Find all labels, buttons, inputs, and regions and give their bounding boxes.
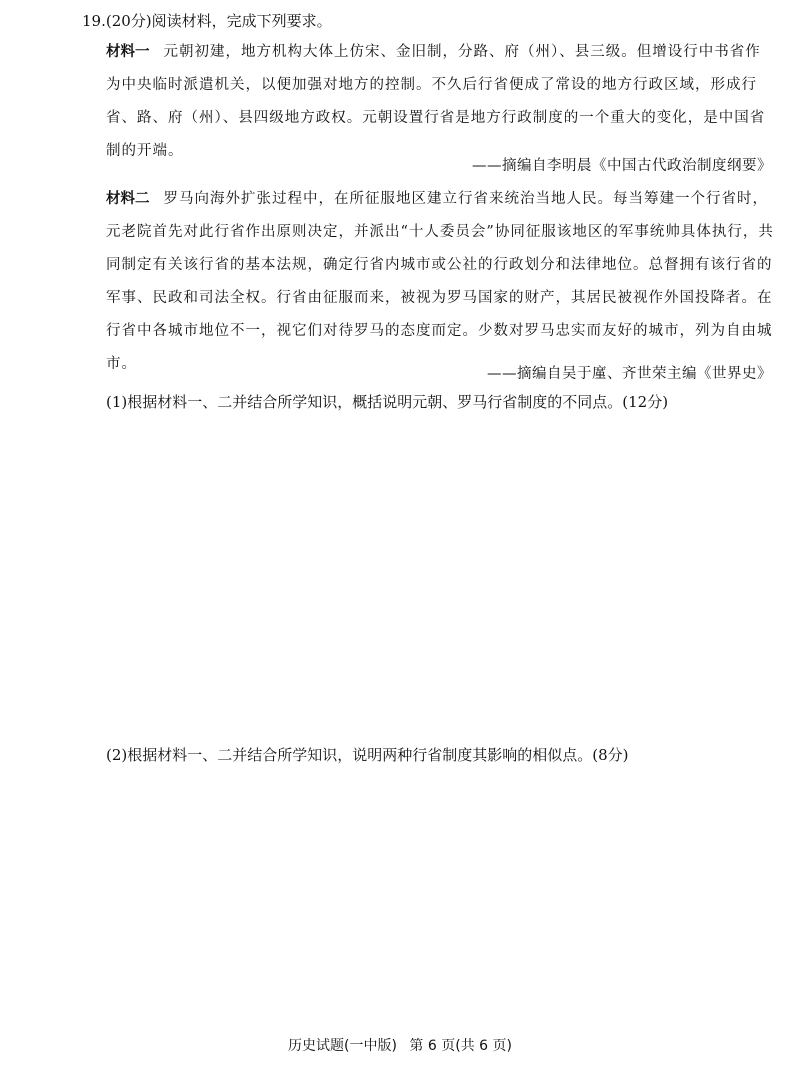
- material-two: [106, 183, 774, 381]
- page-footer: [0, 1036, 800, 1056]
- question-header: [82, 10, 332, 32]
- question-score: (20分): [105, 12, 152, 30]
- material-two-paragraph: [106, 183, 774, 381]
- answer-area-1[interactable]: [106, 420, 774, 730]
- material-two-label: 材料二: [106, 191, 150, 207]
- sub-question-1: (1)根据材料一、二并结合所学知识，概括说明元朝、罗马行省制度的不同点。(12分): [106, 393, 669, 411]
- footer-subject: 历史试题(一中版): [288, 1038, 397, 1054]
- answer-area-2[interactable]: [106, 772, 774, 1022]
- question-instruction: 阅读材料，完成下列要求。: [151, 12, 332, 30]
- sub-question-2: (2)根据材料一、二并结合所学知识，说明两种行省制度其影响的相似点。(8分): [106, 746, 629, 764]
- material-two-source: ——摘编自吴于廑、齐世荣主编《世界史》: [487, 366, 772, 382]
- question-number: 19.: [82, 12, 106, 30]
- material-one-paragraph: [106, 36, 774, 168]
- material-one-text: 元朝初建，地方机构大体上仿宋、金旧制，分路、府（州）、县三级。但增设行中书省作为中央临时派遣机关，以便加强对地方的控制。不久后行省便成了常设的地方行政区域，形成行省、路、府（州）、县四级地方政权。元朝设置行省是地方行政制度的一个重大的变化，是中国省制的开端。: [106, 44, 766, 159]
- material-two-text: 罗马向海外扩张过程中，在所征服地区建立行省来统治当地人民。每当筹建一个行省时，元老院首先对此行省作出原则决定，并派出“十人委员会”协同征服该地区的军事统帅具体执行，共同制定有关该行省的基本法规，确定行省内城市或公社的行政划分和法律地位。总督拥有该行省的军事、民政和司法全权。行省由征服而来，被视为罗马国家的财产，其居民被视作外国投降者。在行省中各城市地位不一，视它们对待罗马的态度而定。少数对罗马忠实而友好的城市，列为自由城市。: [106, 191, 774, 372]
- material-one-label: 材料一: [106, 44, 150, 60]
- footer-page-number: 第 6 页(共 6 页): [409, 1038, 512, 1054]
- material-one-source: ——摘编自李明晨《中国古代政治制度纲要》: [472, 158, 772, 174]
- material-one: [106, 36, 774, 168]
